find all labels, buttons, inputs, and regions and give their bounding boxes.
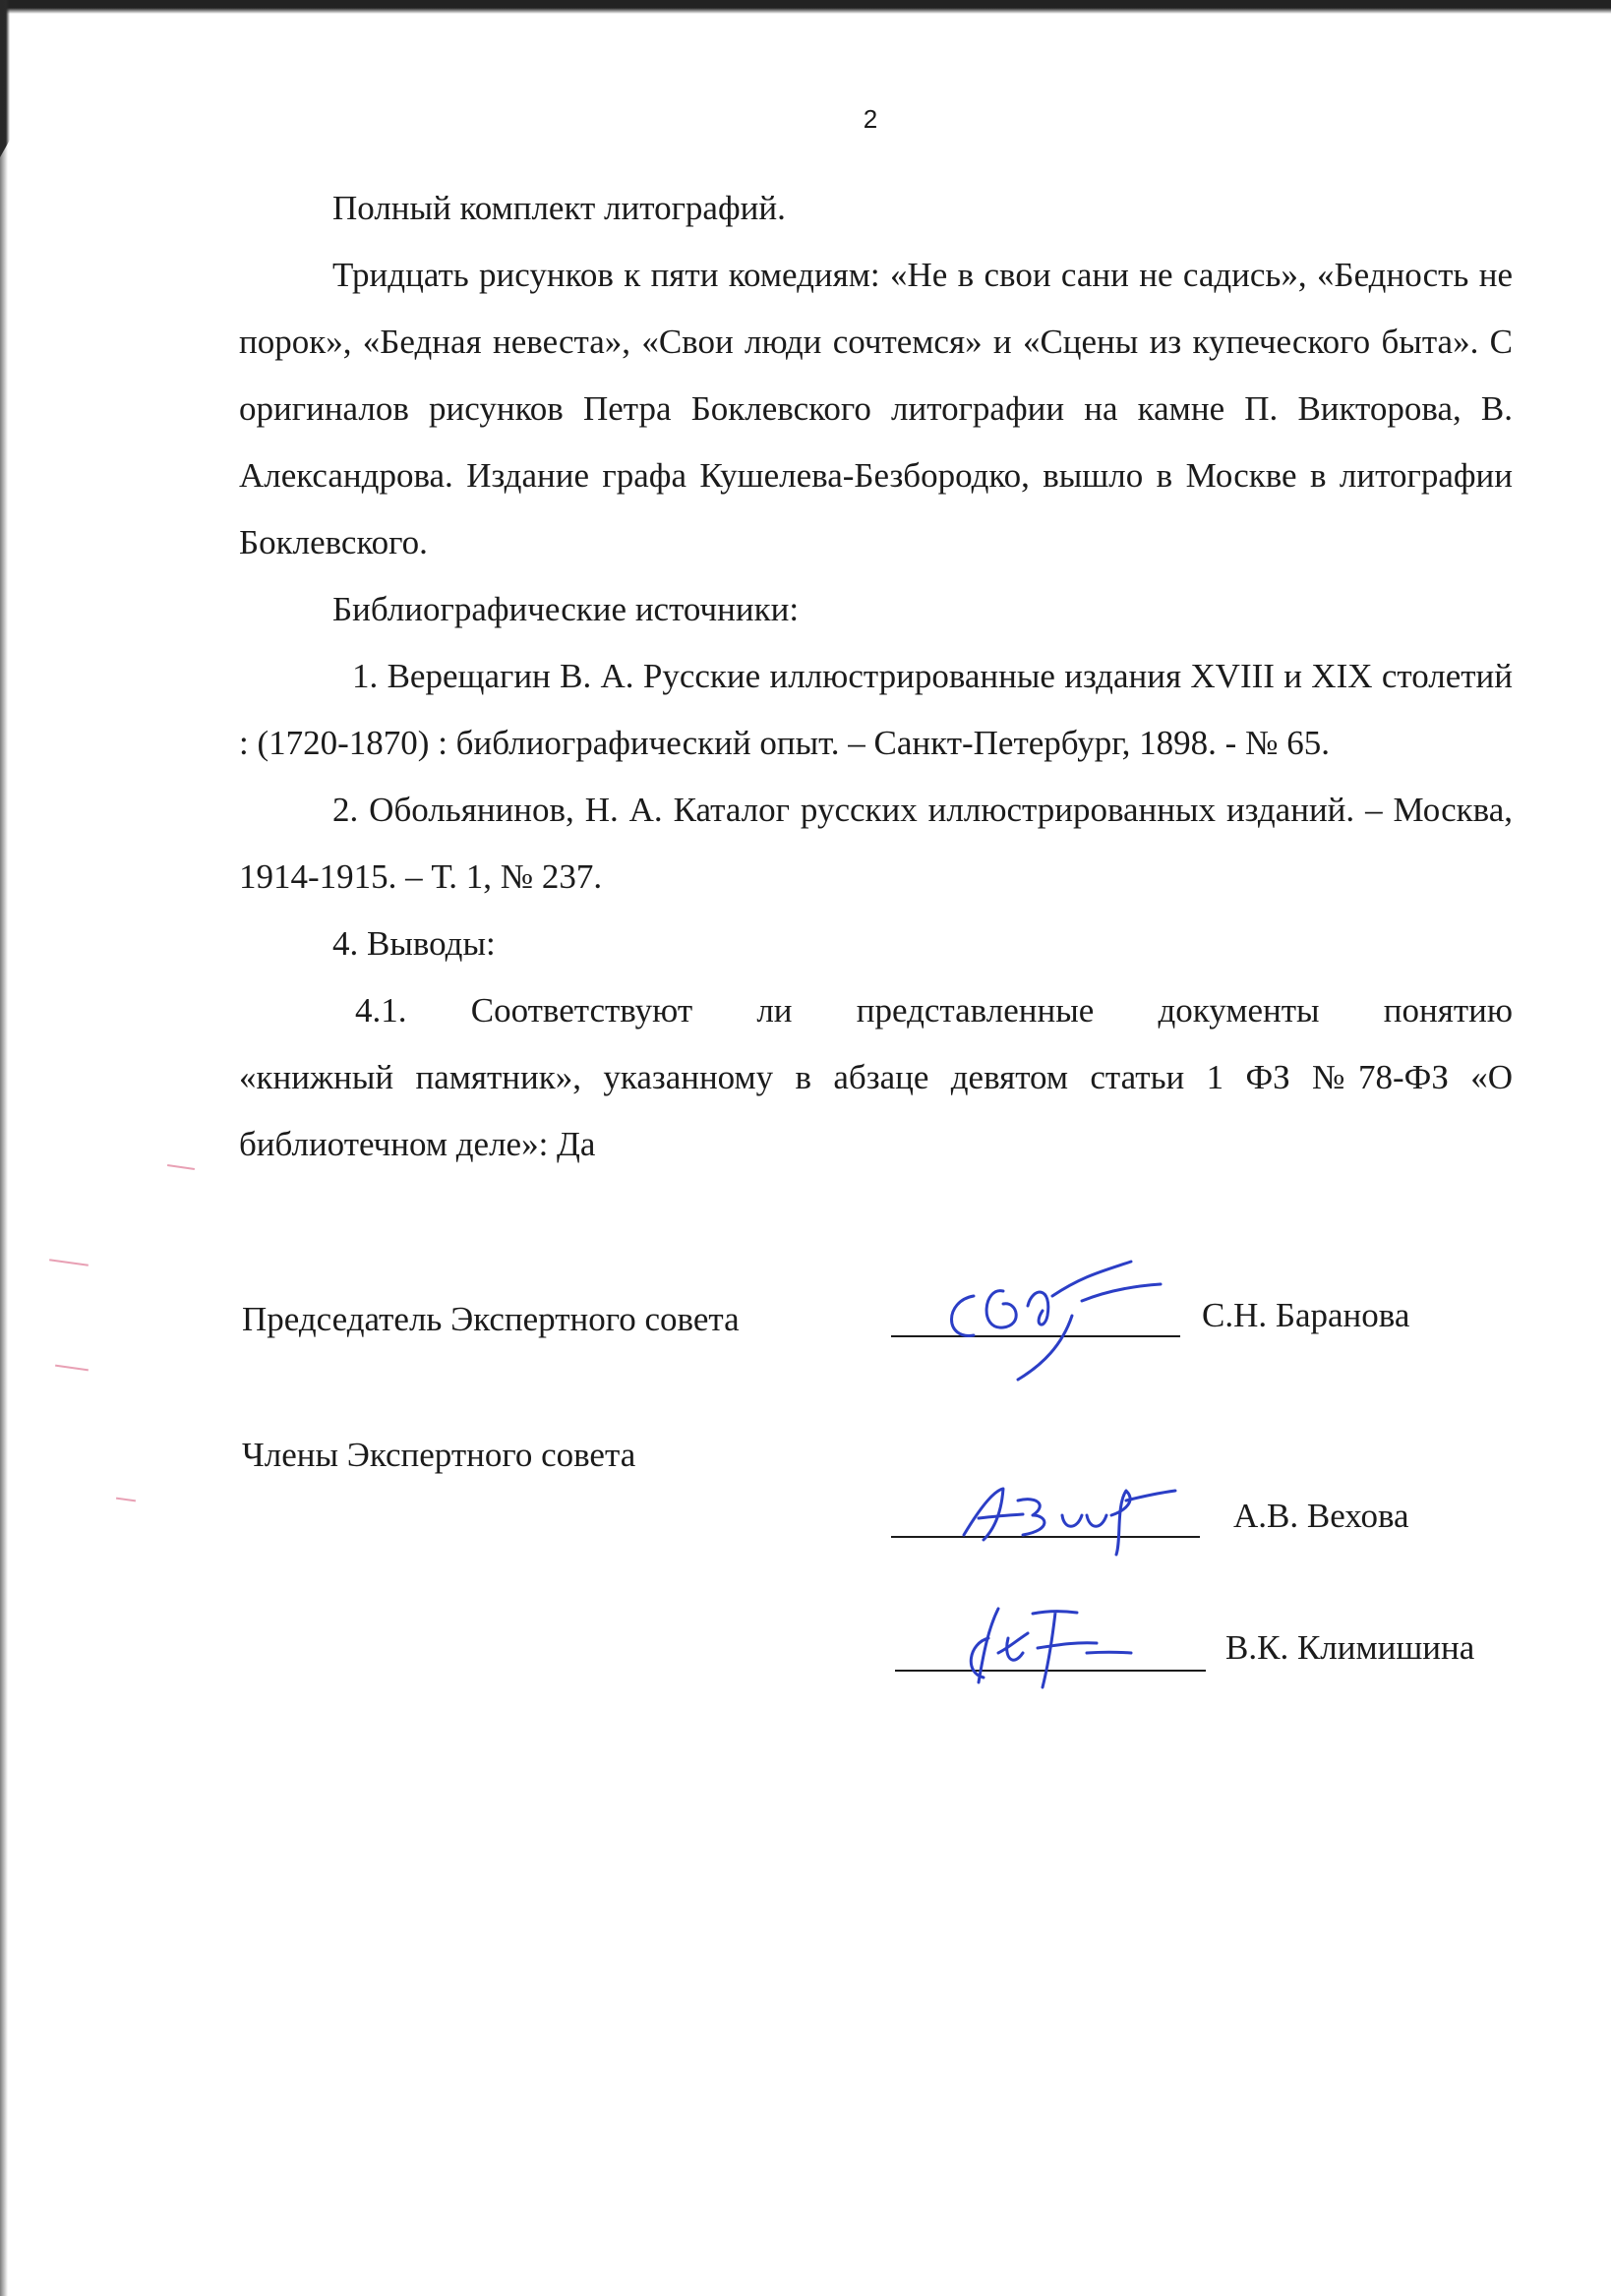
page-number: 2 — [863, 104, 878, 134]
conclusion-4-1-start: 4.1. Соответствуют ли представленные документы понятию — [355, 991, 1513, 1030]
paragraph-conclusions-heading: 4. Выводы: — [332, 924, 496, 963]
scan-edge-left — [0, 0, 89, 2296]
paragraph-conclusion-4-1 — [239, 977, 1513, 1178]
scan-edge-top — [0, 0, 1611, 14]
chair-name: С.Н. Баранова — [1202, 1296, 1410, 1334]
paragraph-description: Тридцать рисунков к пяти комедиям: «Не в свои сани не садись», «Бедность не порок», «Бедная невеста», «Свои люди сочтемся» и «Сцены из купеческого быта». С оригиналов рисунков Петра Боклевского литографии на камне П. Викторова, В. Александрова. Издание графа Кушелева-Безбородко, вышло в Москве в литографии Боклевского. — [239, 256, 1513, 561]
margin-mark — [49, 1259, 89, 1266]
member1-name: А.В. Вехова — [1233, 1497, 1409, 1535]
chair-signature — [934, 1257, 1190, 1384]
paragraph-source-1: 1. Верещагин В. А. Русские иллюстрированные издания XVIII и XIX столетий : (1720-1870) : библиографический опыт. – Санкт-Петербург, 1898. - № 65. — [239, 657, 1513, 762]
margin-mark — [55, 1365, 89, 1372]
member2-name: В.К. Климишина — [1225, 1628, 1475, 1667]
paragraph-complete-set: Полный комплект литографий. — [332, 189, 786, 227]
scan-edge-left-shadow — [0, 0, 8, 2296]
margin-mark — [116, 1498, 136, 1502]
document-body — [239, 175, 1513, 1178]
member1-signature — [954, 1471, 1200, 1560]
chair-label: Председатель Экспертного совета — [242, 1300, 740, 1338]
conclusion-4-1-rest: «книжный памятник», указанному в абзаце девятом статьи 1 ФЗ №78-ФЗ «О библиотечном деле»: Да — [239, 1058, 1513, 1163]
member2-signature — [939, 1599, 1136, 1697]
paragraph-sources-heading: Библиографические источники: — [332, 590, 800, 628]
paragraph-source-2: 2. Обольянинов, Н. А. Каталог русских иллюстрированных изданий. – Москва, 1914-1915. – Т. 1, № 237. — [239, 791, 1513, 896]
margin-mark — [167, 1164, 195, 1170]
members-label: Члены Экспертного совета — [242, 1436, 636, 1474]
